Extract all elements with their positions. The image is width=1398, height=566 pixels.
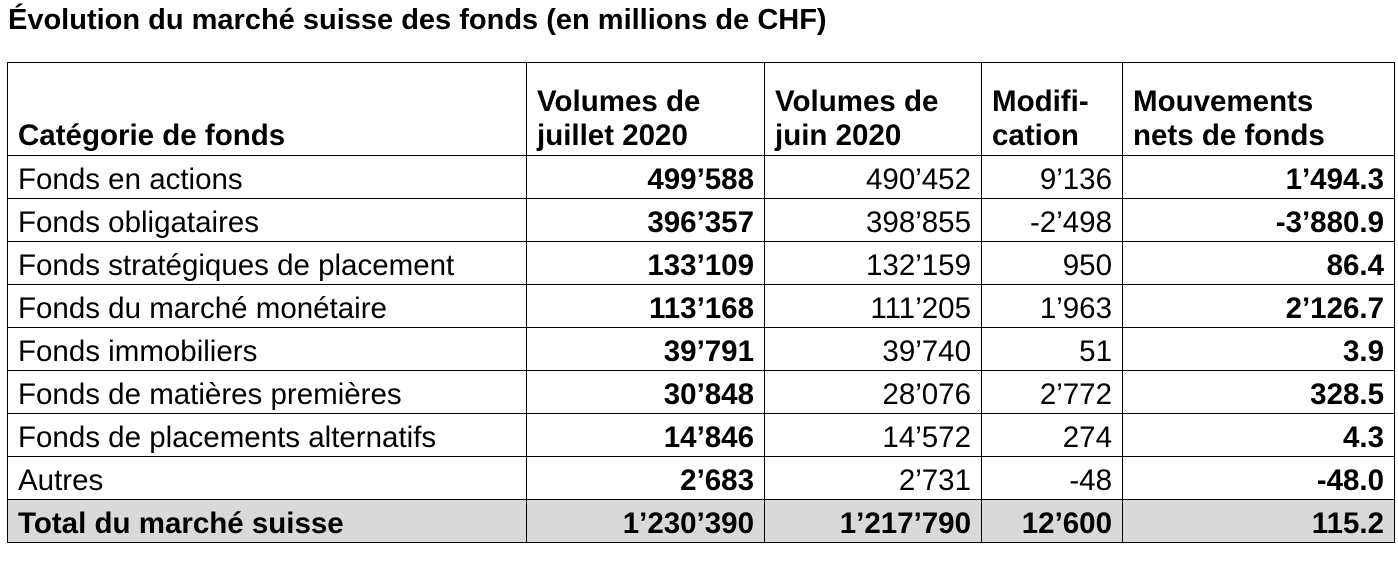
july-volume-cell: 30’848 <box>527 371 765 414</box>
june-volume-cell: 2’731 <box>765 457 982 500</box>
table-row <box>8 199 1395 242</box>
category-cell: Fonds en actions <box>8 156 527 199</box>
total-row <box>8 500 1395 543</box>
change-cell: 274 <box>982 414 1123 457</box>
june-volume-cell: 490’452 <box>765 156 982 199</box>
total-net-flows-cell: 115.2 <box>1123 500 1395 543</box>
category-cell: Fonds immobiliers <box>8 328 527 371</box>
july-volume-cell: 499’588 <box>527 156 765 199</box>
total-change-cell: 12’600 <box>982 500 1123 543</box>
header-net-flows: Mouvements nets de fonds <box>1123 63 1395 156</box>
total-july-volume-cell: 1’230’390 <box>527 500 765 543</box>
june-volume-cell: 28’076 <box>765 371 982 414</box>
net-flows-cell: 3.9 <box>1123 328 1395 371</box>
page-title: Évolution du marché suisse des fonds (en millions de CHF) <box>8 4 827 36</box>
change-cell: 51 <box>982 328 1123 371</box>
header-july-volume: Volumes de juillet 2020 <box>527 63 765 156</box>
table-row <box>8 156 1395 199</box>
net-flows-cell: 1’494.3 <box>1123 156 1395 199</box>
july-volume-cell: 396’357 <box>527 199 765 242</box>
change-cell: 1’963 <box>982 285 1123 328</box>
table-row <box>8 371 1395 414</box>
net-flows-cell: -3’880.9 <box>1123 199 1395 242</box>
table-row <box>8 328 1395 371</box>
june-volume-cell: 39’740 <box>765 328 982 371</box>
net-flows-cell: 328.5 <box>1123 371 1395 414</box>
header-change: Modifi- cation <box>982 63 1123 156</box>
total-june-volume-cell: 1’217’790 <box>765 500 982 543</box>
july-volume-cell: 113’168 <box>527 285 765 328</box>
category-cell: Fonds obligataires <box>8 199 527 242</box>
net-flows-cell: -48.0 <box>1123 457 1395 500</box>
change-cell: -48 <box>982 457 1123 500</box>
table-row <box>8 242 1395 285</box>
june-volume-cell: 398’855 <box>765 199 982 242</box>
category-cell: Fonds de matières premières <box>8 371 527 414</box>
change-cell: 950 <box>982 242 1123 285</box>
category-cell: Fonds stratégiques de placement <box>8 242 527 285</box>
category-cell: Fonds du marché monétaire <box>8 285 527 328</box>
change-cell: -2’498 <box>982 199 1123 242</box>
header-row <box>8 63 1395 156</box>
table-row <box>8 414 1395 457</box>
july-volume-cell: 39’791 <box>527 328 765 371</box>
header-june-volume: Volumes de juin 2020 <box>765 63 982 156</box>
table-row <box>8 285 1395 328</box>
june-volume-cell: 111’205 <box>765 285 982 328</box>
july-volume-cell: 133’109 <box>527 242 765 285</box>
july-volume-cell: 14’846 <box>527 414 765 457</box>
change-cell: 2’772 <box>982 371 1123 414</box>
june-volume-cell: 132’159 <box>765 242 982 285</box>
header-category: Catégorie de fonds <box>8 63 527 156</box>
net-flows-cell: 2’126.7 <box>1123 285 1395 328</box>
category-cell: Autres <box>8 457 527 500</box>
category-cell: Fonds de placements alternatifs <box>8 414 527 457</box>
june-volume-cell: 14’572 <box>765 414 982 457</box>
total-category-cell: Total du marché suisse <box>8 500 527 543</box>
net-flows-cell: 4.3 <box>1123 414 1395 457</box>
fund-market-table <box>7 62 1395 543</box>
net-flows-cell: 86.4 <box>1123 242 1395 285</box>
july-volume-cell: 2’683 <box>527 457 765 500</box>
change-cell: 9’136 <box>982 156 1123 199</box>
table-row <box>8 457 1395 500</box>
